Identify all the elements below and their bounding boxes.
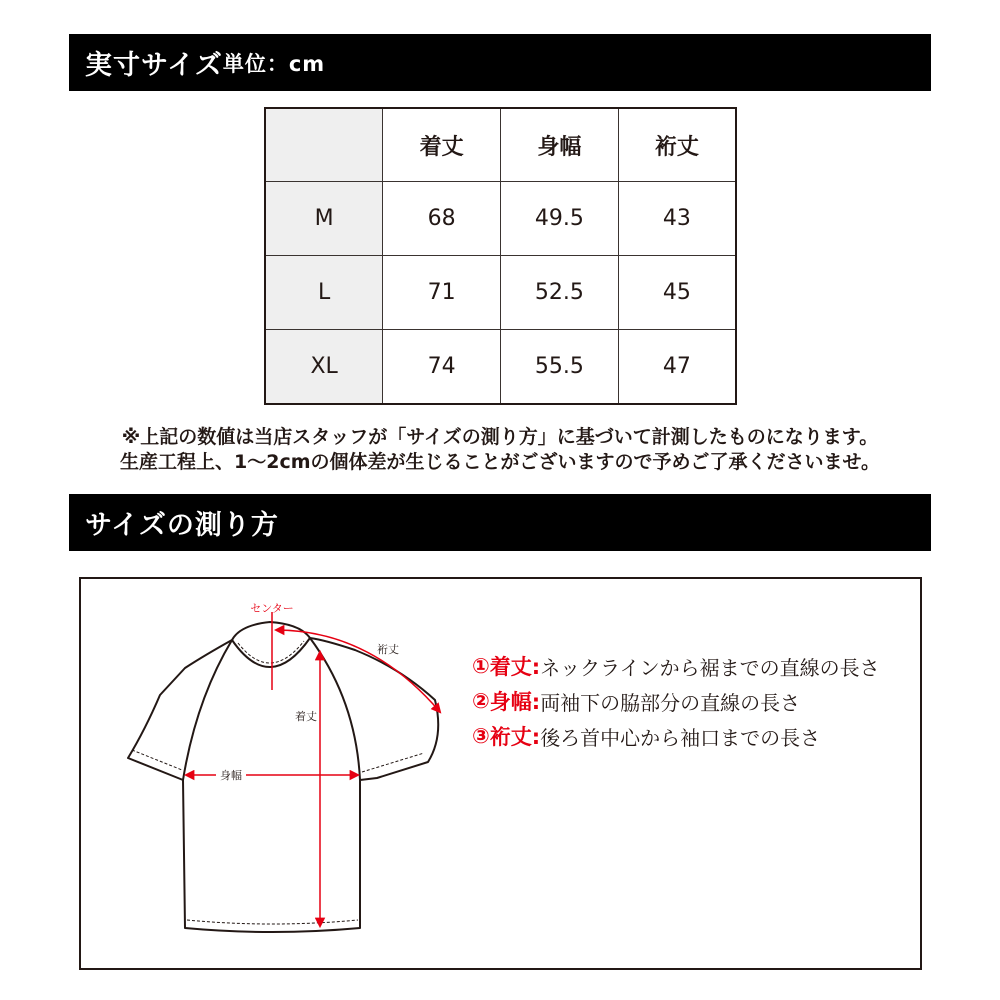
legend-item-length (472, 651, 880, 681)
disclaimer-note: ※上記の数値は当店スタッフが「サイズの測り方」に基づいて計測したものになります。 (121, 426, 879, 448)
body-length-label: 着丈 (295, 710, 317, 723)
row-header-size: M (265, 182, 383, 256)
table-cell: 49.5 (501, 182, 619, 256)
legend-number: ① (472, 654, 490, 678)
center-label: センター (250, 602, 294, 615)
table-cell: 47 (618, 330, 736, 405)
table-cell: 55.5 (501, 330, 619, 405)
table-cell: 52.5 (501, 256, 619, 330)
legend-description: 後ろ首中心から袖口までの長さ (540, 725, 821, 750)
unit-label: 単位：cm (222, 51, 326, 76)
legend-description: 両袖下の脇部分の直線の長さ (540, 690, 801, 715)
legend-key: 着丈: (489, 655, 541, 679)
column-header: 裄丈 (618, 108, 736, 182)
legend-key: 裄丈: (489, 725, 541, 749)
column-header: 着丈 (383, 108, 501, 182)
table-cell: 71 (383, 256, 501, 330)
sleeve-length-label: 裄丈 (377, 643, 399, 656)
table-cell: 68 (383, 182, 501, 256)
row-header-size: L (265, 256, 383, 330)
legend-number: ② (472, 689, 490, 713)
measurement-section-title: サイズの測り方 (85, 510, 279, 541)
legend-number: ③ (472, 724, 490, 748)
tshirt-outline (128, 622, 438, 932)
size-section-title: 実寸サイズ (85, 50, 223, 81)
table-cell: 74 (383, 330, 501, 405)
disclaimer-note: 生産工程上、1～2cmの個体差が生じることがございますので予めご了承くださいませ。 (120, 451, 880, 473)
table-cell: 45 (618, 256, 736, 330)
legend-item-sleeve (472, 721, 820, 751)
row-header-size: XL (265, 330, 383, 405)
chest-width-label: 身幅 (220, 769, 242, 782)
sleeve-length-arrow (276, 630, 440, 712)
table-cell: 43 (618, 182, 736, 256)
legend-key: 身幅: (489, 690, 541, 714)
column-header: 身幅 (501, 108, 619, 182)
legend-item-width (472, 686, 800, 716)
legend-description: ネックラインから裾までの直線の長さ (540, 655, 880, 680)
